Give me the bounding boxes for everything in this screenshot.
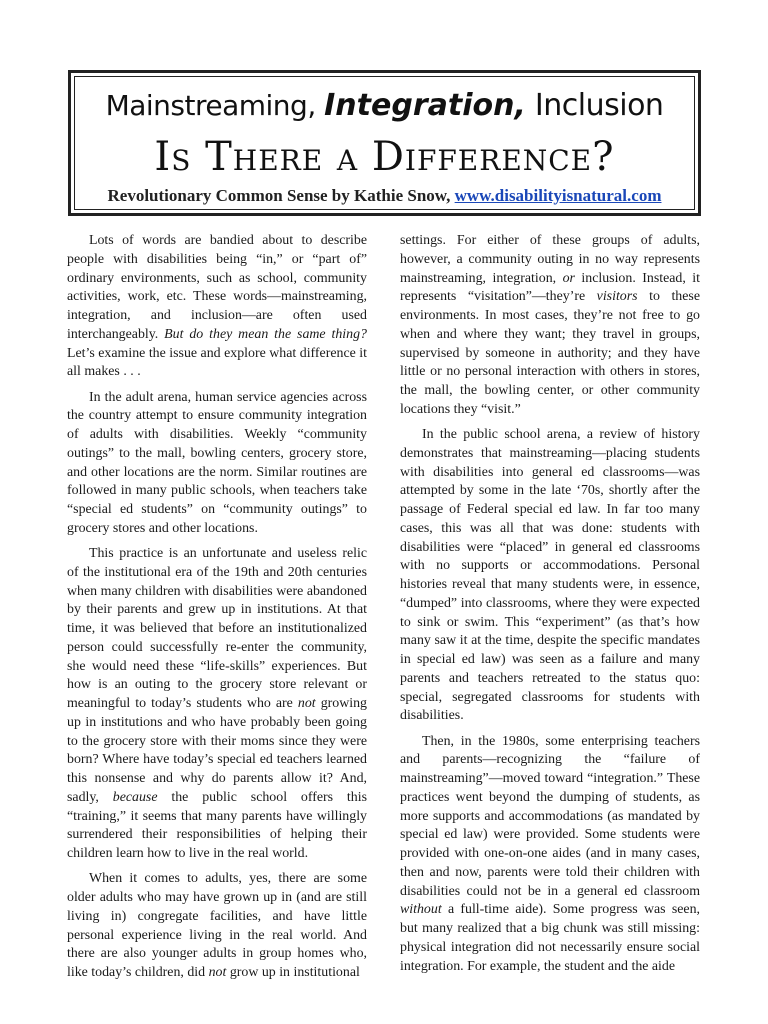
byline-text: Revolutionary Common Sense by Kathie Snow, xyxy=(107,186,455,205)
text-emphasis: because xyxy=(112,789,158,805)
text-run: settings. For either of these groups of adults, however, a community outing in no way represents mainstreaming, integration, xyxy=(400,233,700,286)
text-emphasis: visitors xyxy=(596,289,638,305)
text-run: inclusion. Instead, it represents “visitation”—they’re xyxy=(400,270,700,305)
title-line1 xyxy=(71,87,698,125)
left-column xyxy=(67,232,367,989)
right-column xyxy=(400,232,700,983)
byline xyxy=(71,185,698,207)
text-emphasis: or xyxy=(562,270,575,286)
paragraph xyxy=(400,232,700,420)
text-emphasis: But do they mean the same thing? xyxy=(164,326,367,342)
title-integration: Integration, xyxy=(324,88,526,123)
text-run: grow up in institutional xyxy=(226,965,360,980)
text-run: a full-time aide). Some progress was seen, but many realized that a big chunk was still missing: physical integration did not necessarily ensure social integration. For example, the student and the aide xyxy=(400,902,700,974)
text-run: growing up in institutions and who have probably been going to the grocery store with their moms since they were born? Where have today’s special ed teachers learned this nonsense and why do parents allow it? And, sadly, xyxy=(67,696,368,805)
website-link[interactable]: www.disabilityisnatural.com xyxy=(454,186,662,205)
paragraph xyxy=(67,870,367,983)
text-run: This practice is an unfortunate and useless relic of the institutional era of the 19th and 20th centuries when many children with disabilities were abandoned by their parents and grew up in institutions. At that time, it was believed that before an institutionalized person could successfully re-enter the community, she would need these “life-skills” experiences. But how is an outing to the grocery store relevant or meaningful to today’s students who are xyxy=(67,546,367,711)
text-run: to these environments. In most cases, they’re not free to go when and where they want; they travel in groups, supervised by someone in authority; and they have little or no personal interaction with others in stores, the mall, the bowling center, or other community locations they “visit.” xyxy=(400,289,700,417)
paragraph xyxy=(400,733,700,977)
page-title: Is There a Difference? xyxy=(154,134,615,180)
paragraph xyxy=(67,545,367,864)
text-run: the public school offers this “training,” it seems that many parents have willingly surrendered their responsibilities of helping their children learn how to live in the real world. xyxy=(67,789,367,861)
text-emphasis: not xyxy=(208,965,227,980)
title-inclusion: Inclusion xyxy=(525,88,664,123)
paragraph: In the public school arena, a review of history demonstrates that mainstreaming—placing students with disabilities into general ed classrooms—was attempted by some in the late ‘70s, shortly after the passage of Federal special ed law. In far too many cases, this was all that was done: students with disabilities were “placed” in general ed classrooms with no supports or accommodations. Personal histories reveal that many students were, in essence, “dumped” into classrooms, where they were expected to sink or swim. This “experiment” (as that’s how many saw it at the time, despite the specific mandates in special ed law) was seen as a failure and many parents and teachers retreated to the status quo: special, segregated classrooms for students with disabilities. xyxy=(400,427,700,724)
text-run: When it comes to adults, yes, there are some older adults who may have grown up in (and are still living in) congregate facilities, and have little personal experience living in the real world. And there are also younger adults in group homes who, like today’s children, did xyxy=(67,871,367,980)
text-run: Lots of words are bandied about to describe people with disabilities being “in,” or “part of” ordinary environments, such as school, community activities, work, etc. These words—mainstreaming, integration, and inclusion—are often used interchangeably. xyxy=(67,233,367,342)
text-run: Let’s examine the issue and explore what difference it all makes . . . xyxy=(67,345,367,380)
title-box xyxy=(68,70,701,216)
text-emphasis: not xyxy=(297,696,316,711)
text-run: Then, in the 1980s, some enterprising teachers and parents—recognizing the “failure of mainstreaming”—moved toward “integration.” These practices went beyond the dumping of students, as more supports and accommodations (as mandated by special ed law) were provided. Some students were provided with one-on-one aides (and in many cases, then and now, parents were told their children with disabilities could not be in a general ed classroom xyxy=(400,733,700,899)
paragraph xyxy=(67,232,367,382)
text-emphasis: without xyxy=(400,902,442,918)
title-mainstreaming: Mainstreaming, xyxy=(105,89,325,122)
paragraph: In the adult arena, human service agencies across the country attempt to ensure community integration of adults with disabilities. Weekly “community outings” to the mall, bowling centers, grocery store, and other locations are the norm. Similar routines are followed in many public schools, when teachers take “special ed students” on “community outings” to grocery stores and other locations. xyxy=(67,389,367,536)
